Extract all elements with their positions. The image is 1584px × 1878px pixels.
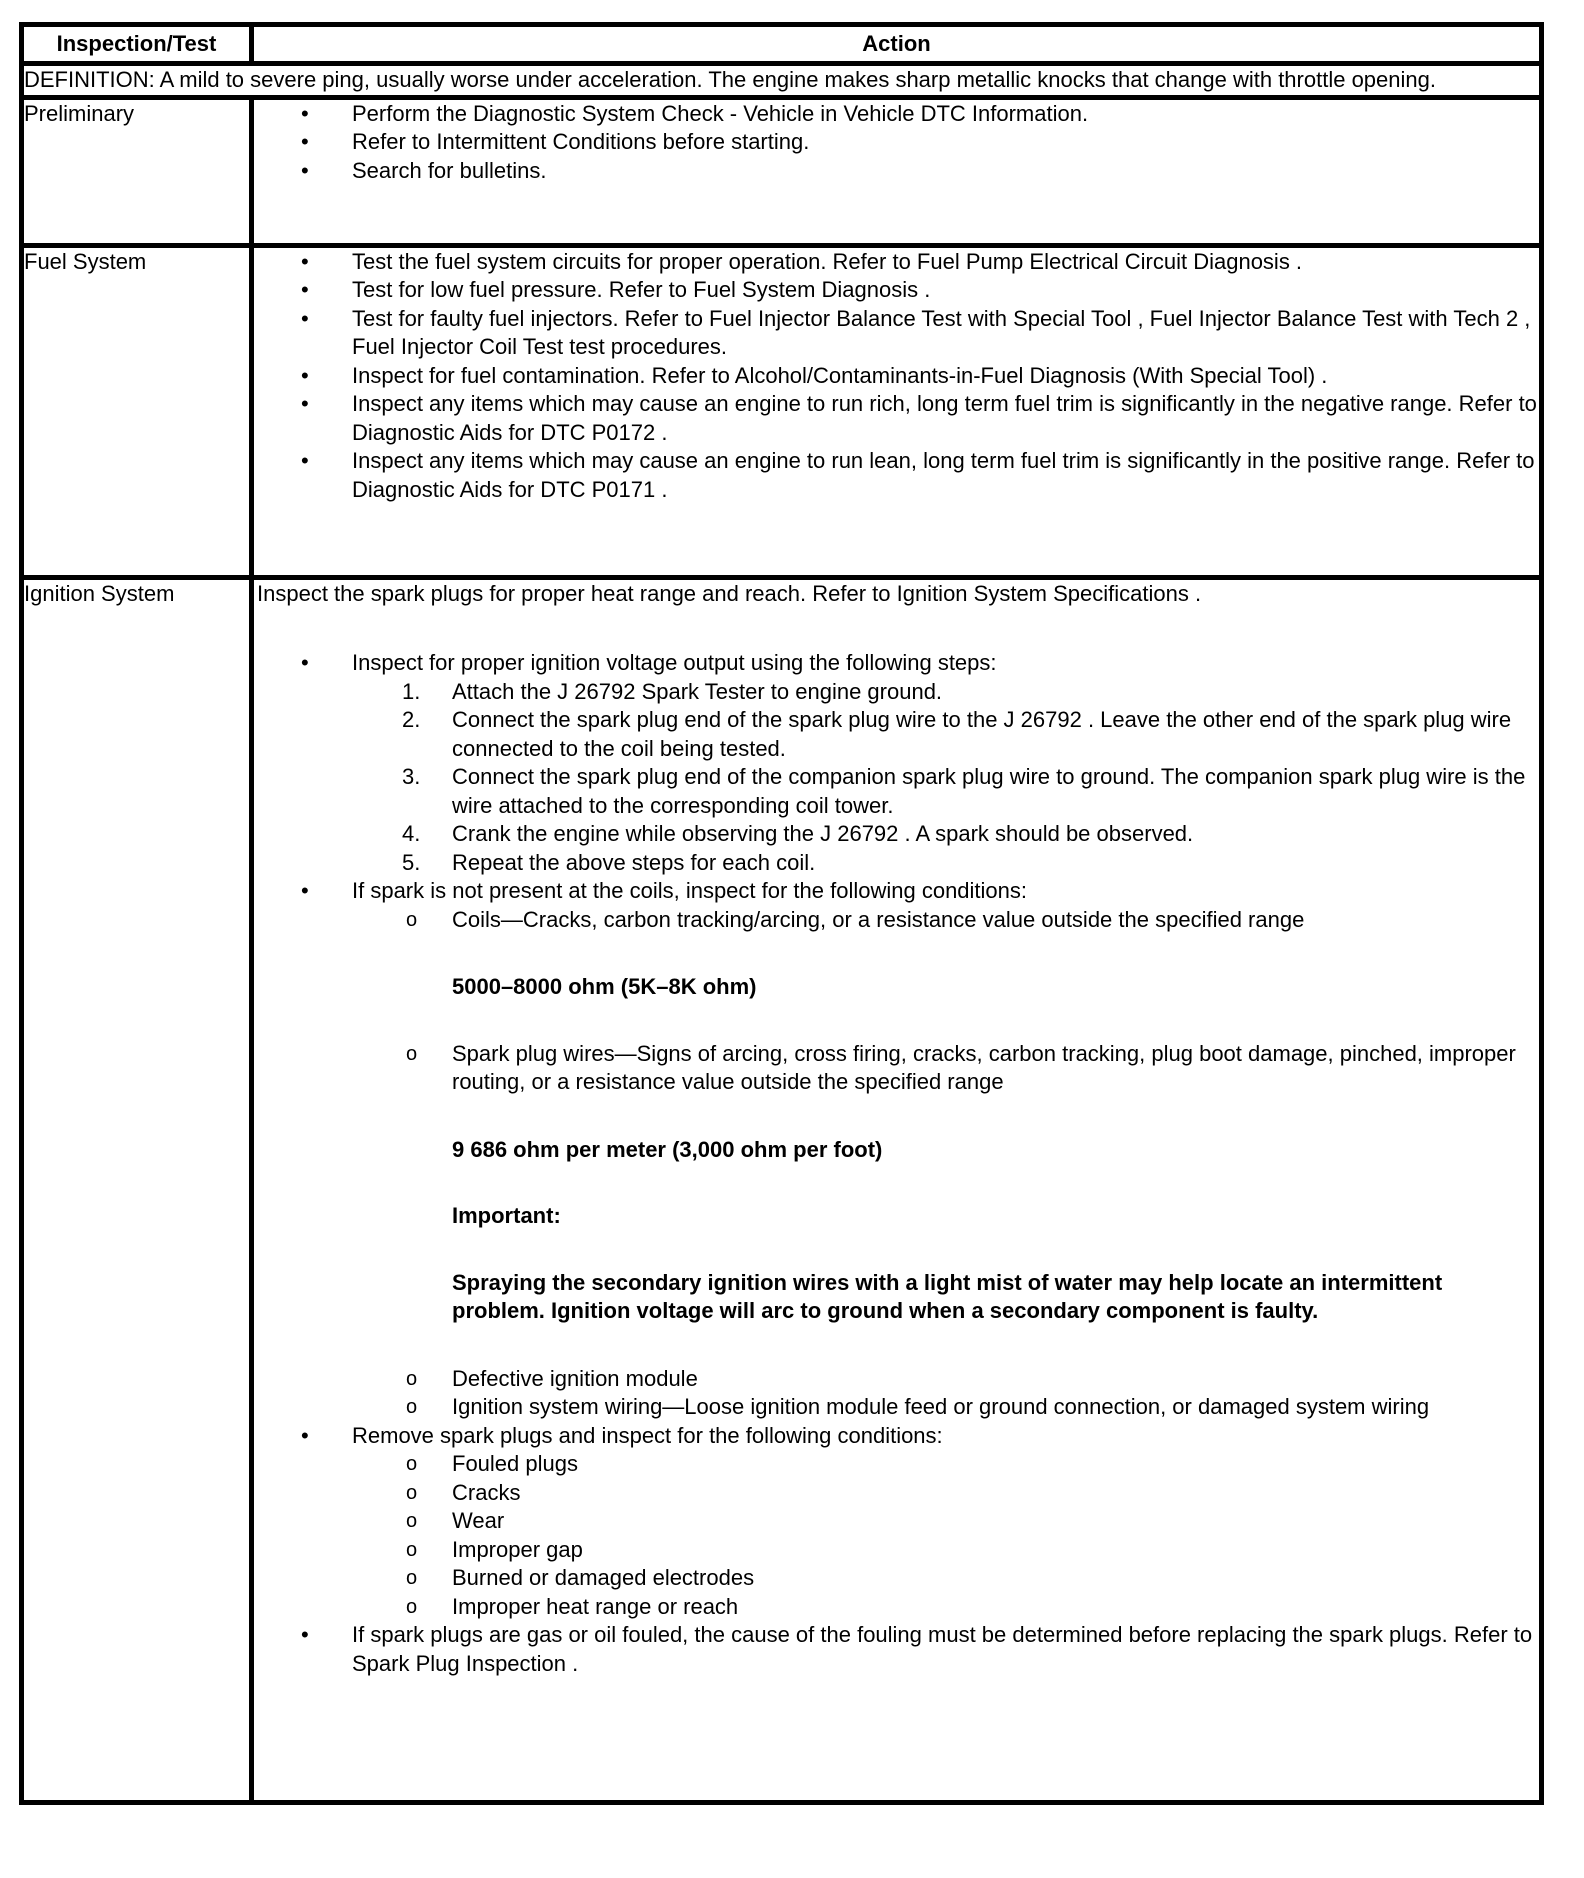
important-label: Important: xyxy=(452,1203,561,1228)
ignition-list xyxy=(254,649,1539,1678)
sub-item: o Spark plug wires—Signs of arcing, cross firing, cracks, carbon tracking, plug boot damage, pinched, improper routing, or a resistance value outside the specified range 9 686 ohm per meter (3,000 ohm per foot) Important: Spraying the secondary ignition wires with a light mist of water may help locate an intermittent problem. Ignition voltage will arc to ground when a secondary component is faulty. xyxy=(352,1040,1539,1326)
sub-item: o Fouled plugs xyxy=(352,1450,1539,1479)
list-item: • Search for bulletins. xyxy=(254,157,1539,186)
step-item: 1. Attach the J 26792 Spark Tester to engine ground. xyxy=(402,678,943,704)
definition-text: DEFINITION: A mild to severe ping, usually worse under acceleration. The engine makes sharp metallic knocks that change with throttle opening. xyxy=(22,64,1542,98)
fuel-system-list xyxy=(254,248,1539,505)
circle-bullet-icon: o xyxy=(406,908,418,931)
step-item: 3. Connect the spark plug end of the companion spark plug wire to ground. The companion spark plug wire is the wire attached to the corresponding coil tower. xyxy=(402,764,1526,818)
sub-item: o Coils—Cracks, carbon tracking/arcing, or a resistance value outside the specified range 5000–8000 ohm (5K–8K ohm) xyxy=(352,906,1539,1002)
list-item xyxy=(254,649,1539,877)
step-item: 2. Connect the spark plug end of the spark plug wire to the J 26792 . Leave the other end of the spark plug wire connected to the coil being tested. xyxy=(402,707,1512,761)
voltage-steps xyxy=(352,678,1539,878)
circle-bullet-icon: o xyxy=(406,1453,418,1475)
fuel-system-row xyxy=(22,245,1542,577)
preliminary-list xyxy=(254,100,1539,186)
diagnostic-table xyxy=(19,22,1544,1805)
fuel-system-actions xyxy=(252,245,1542,577)
list-item: • Inspect any items which may cause an engine to run lean, long term fuel trim is significantly in the positive range. Refer to Diagnostic Aids for DTC P0171 . xyxy=(254,447,1539,504)
ignition-intro: Inspect the spark plugs for proper heat range and reach. Refer to Ignition System Specifications . xyxy=(257,580,1202,606)
ignition-system-label: Ignition System xyxy=(22,577,252,1802)
circle-bullet-icon: o xyxy=(406,1538,418,1561)
step-item: 4. Crank the engine while observing the J 26792 . A spark should be observed. xyxy=(402,821,1194,846)
wires-spec: 9 686 ohm per meter (3,000 ohm per foot) xyxy=(452,1136,883,1162)
no-spark-conditions xyxy=(352,906,1539,1422)
preliminary-row xyxy=(22,97,1542,245)
circle-bullet-icon: o xyxy=(406,1595,418,1618)
list-item xyxy=(254,1422,1539,1622)
ignition-system-row xyxy=(22,577,1542,1802)
sub-item: o Ignition system wiring—Loose ignition module feed or ground connection, or damaged system wiring xyxy=(352,1393,1539,1422)
definition-row xyxy=(22,64,1542,98)
list-item: • Test for low fuel pressure. Refer to Fuel System Diagnosis . xyxy=(254,276,1539,305)
coils-spec: 5000–8000 ohm (5K–8K ohm) xyxy=(452,974,757,999)
list-item: • Test for faulty fuel injectors. Refer to Fuel Injector Balance Test with Special Tool , Fuel Injector Balance Test with Tech 2 , Fuel Injector Coil Test test procedures. xyxy=(254,305,1539,362)
list-item xyxy=(254,877,1539,1422)
plug-conditions xyxy=(352,1450,1539,1621)
list-item: • Test the fuel system circuits for proper operation. Refer to Fuel Pump Electrical Circuit Diagnosis . xyxy=(254,248,1539,277)
ignition-system-actions xyxy=(252,577,1542,1802)
fuel-system-label: Fuel System xyxy=(22,245,252,577)
circle-bullet-icon: o xyxy=(406,1396,418,1418)
list-item: • Refer to Intermittent Conditions before starting. xyxy=(254,128,1539,157)
circle-bullet-icon: o xyxy=(406,1481,418,1504)
no-spark-text: If spark is not present at the coils, inspect for the following conditions: xyxy=(352,878,1028,903)
list-item: • If spark plugs are gas or oil fouled, the cause of the fouling must be determined before replacing the spark plugs. Refer to Spark Plug Inspection . xyxy=(254,1621,1539,1678)
voltage-check-text: Inspect for proper ignition voltage output using the following steps: xyxy=(352,650,997,675)
sub-item: o Wear xyxy=(352,1507,1539,1536)
header-row xyxy=(22,25,1542,64)
header-action: Action xyxy=(252,25,1542,64)
circle-bullet-icon: o xyxy=(406,1367,418,1390)
sub-item: o Defective ignition module xyxy=(352,1365,1539,1394)
list-item: • Perform the Diagnostic System Check - Vehicle in Vehicle DTC Information. xyxy=(254,100,1539,129)
plug-inspection-text: Remove spark plugs and inspect for the following conditions: xyxy=(352,1422,943,1448)
preliminary-actions xyxy=(252,97,1542,245)
sub-item: o Improper heat range or reach xyxy=(352,1593,1539,1622)
preliminary-label: Preliminary xyxy=(22,97,252,245)
circle-bullet-icon: o xyxy=(406,1042,418,1065)
sub-item: o Improper gap xyxy=(352,1536,1539,1565)
circle-bullet-icon: o xyxy=(406,1567,418,1589)
list-item: • Inspect for fuel contamination. Refer to Alcohol/Contaminants-in-Fuel Diagnosis (With Special Tool) . xyxy=(254,362,1539,391)
circle-bullet-icon: o xyxy=(406,1510,418,1532)
header-inspection-test: Inspection/Test xyxy=(22,25,252,64)
sub-item: o Cracks xyxy=(352,1479,1539,1508)
important-note: Spraying the secondary ignition wires with a light mist of water may help locate an intermittent problem. Ignition voltage will arc to ground when a secondary component is faulty. xyxy=(452,1269,1443,1323)
list-item: • Inspect any items which may cause an engine to run rich, long term fuel trim is significantly in the negative range. Refer to Diagnostic Aids for DTC P0172 . xyxy=(254,390,1539,447)
sub-item: o Burned or damaged electrodes xyxy=(352,1564,1539,1593)
step-item: 5. Repeat the above steps for each coil. xyxy=(402,849,816,875)
